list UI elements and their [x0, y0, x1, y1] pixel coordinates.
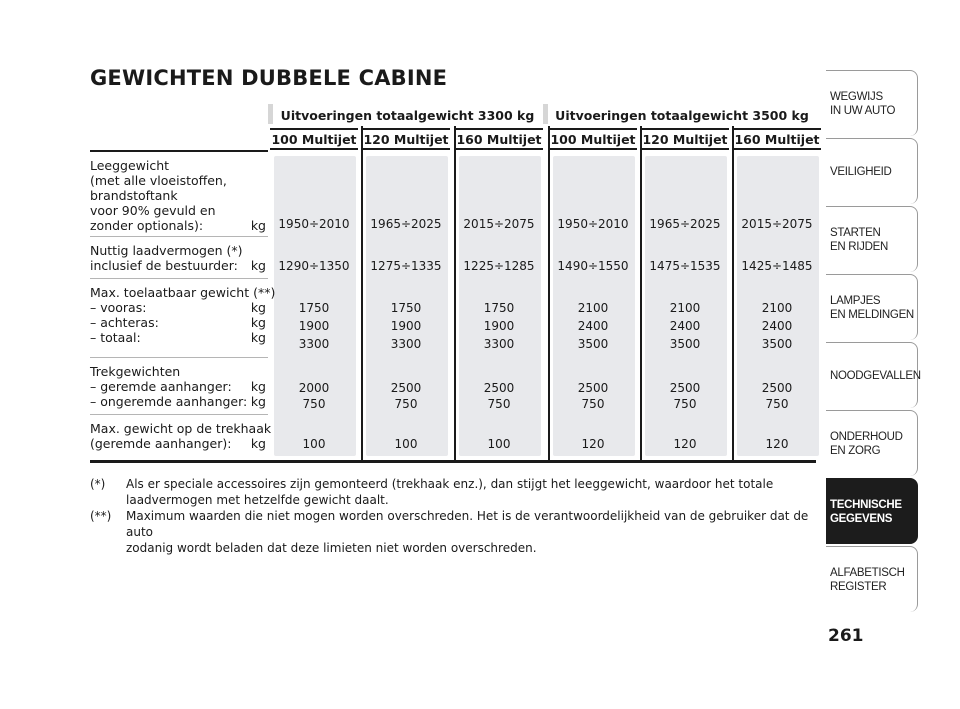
sidebar-tab-line: EN MELDINGEN: [830, 308, 914, 321]
unit-label: kg: [250, 379, 266, 394]
table-cell: 2400: [761, 319, 793, 333]
sidebar-tab-label: [830, 369, 921, 383]
row-label-text: zonder optionals):: [90, 218, 204, 233]
sidebar-tab-label: [830, 498, 902, 526]
table-cell: 750: [302, 397, 326, 411]
column-header: 120 Multijet: [362, 128, 450, 150]
row-label-line: [90, 285, 276, 300]
sidebar-tab[interactable]: [826, 546, 918, 612]
row-label-text: – geremde aanhanger:: [90, 379, 232, 394]
table-cell: 2500: [390, 381, 422, 395]
row-label-text: (geremde aanhanger):: [90, 436, 232, 451]
table-cell: 1750: [483, 301, 515, 315]
footnote: [90, 476, 820, 508]
sidebar-tab-label: [830, 226, 888, 254]
table-cell: 750: [487, 397, 511, 411]
sidebar-tab[interactable]: [826, 274, 918, 340]
group-divider-bar: [268, 104, 273, 124]
table-bottom-rule: [90, 460, 816, 463]
row-label-line: [90, 203, 266, 218]
unit-label: kg: [250, 218, 266, 233]
table-cell: 2100: [577, 301, 609, 315]
page-title: GEWICHTEN DUBBELE CABINE: [90, 66, 448, 90]
footnote: [90, 508, 820, 556]
table-cell: 1965÷2025: [649, 217, 721, 231]
table-cell: 2015÷2075: [463, 217, 535, 231]
column-header: 100 Multijet: [270, 128, 358, 150]
table-cell: 1750: [298, 301, 330, 315]
unit-label: kg: [250, 300, 266, 315]
group-divider-bar: [543, 104, 548, 124]
row-label-line: [90, 364, 266, 379]
sidebar-tab-label: [830, 430, 903, 458]
unit-label: kg: [250, 258, 266, 273]
row-label: [90, 364, 266, 409]
sidebar-tab-line: LAMPJES: [830, 294, 881, 307]
column-header: 120 Multijet: [641, 128, 729, 150]
sidebar-tab-line: STARTEN: [830, 226, 881, 239]
table-cell: 3500: [577, 337, 609, 351]
row-label-line: [90, 173, 266, 188]
row-label-text: – totaal:: [90, 330, 141, 345]
sidebar-tab-line: GEGEVENS: [830, 512, 893, 525]
table-cell: 1950÷2010: [557, 217, 629, 231]
table-cell: 1950÷2010: [278, 217, 350, 231]
sidebar-tab-label: [830, 566, 905, 594]
row-label-line: [90, 158, 266, 173]
row-label-line: [90, 330, 266, 345]
table-cell: 3500: [669, 337, 701, 351]
row-label-line: [90, 394, 266, 409]
row-label: [90, 158, 266, 233]
sidebar-tab-line: ONDERHOUD: [830, 430, 903, 443]
column-header: 100 Multijet: [549, 128, 637, 150]
row-label: [90, 243, 266, 273]
row-label-line: [90, 243, 266, 258]
unit-label: kg: [250, 436, 266, 451]
row-separator: [90, 414, 268, 415]
table-cell: 120: [673, 437, 697, 451]
table-cell: 1900: [390, 319, 422, 333]
table-cell: 3300: [390, 337, 422, 351]
row-label-line: [90, 300, 266, 315]
table-cell: 1275÷1335: [370, 259, 442, 273]
table-cell: 2500: [577, 381, 609, 395]
table-cell: 1900: [483, 319, 515, 333]
table-cell: 120: [765, 437, 789, 451]
sidebar-tab-line: EN ZORG: [830, 444, 881, 457]
table-cell: 750: [394, 397, 418, 411]
header-rule: [90, 150, 268, 152]
table-cell: 3300: [483, 337, 515, 351]
footnote-mark: (**): [90, 509, 112, 523]
row-label-line: [90, 421, 272, 436]
row-separator: [90, 236, 268, 237]
row-label-line: [90, 436, 266, 451]
table-cell: 1225÷1285: [463, 259, 535, 273]
table-cell: 2500: [483, 381, 515, 395]
row-label-text: inclusief de bestuurder:: [90, 258, 238, 273]
sidebar-tab[interactable]: [826, 342, 921, 408]
row-label-text: Trekgewichten: [90, 364, 181, 379]
sidebar-tab[interactable]: [826, 206, 918, 272]
sidebar-tab-label: [830, 294, 914, 322]
table-cell: 3500: [761, 337, 793, 351]
column-header: 160 Multijet: [733, 128, 821, 150]
row-label-text: voor 90% gevuld en: [90, 203, 216, 218]
unit-label: kg: [250, 394, 266, 409]
table-cell: 2500: [669, 381, 701, 395]
row-label-text: – vooras:: [90, 300, 147, 315]
table-cell: 750: [765, 397, 789, 411]
sidebar-tab-line: REGISTER: [830, 580, 887, 593]
table-cell: 750: [581, 397, 605, 411]
row-separator: [90, 357, 268, 358]
row-label-text: Max. gewicht op de trekhaak: [90, 421, 272, 436]
row-label-text: Max. toelaatbaar gewicht (**): [90, 285, 276, 300]
row-label-line: [90, 188, 266, 203]
footnote-line: laadvermogen met hetzelfde gewicht daalt.: [126, 493, 389, 507]
table-cell: 100: [394, 437, 418, 451]
row-label: [90, 285, 276, 345]
table-cell: 1290÷1350: [278, 259, 350, 273]
footnote-line: zodanig wordt beladen dat deze limieten niet worden overschreden.: [126, 541, 537, 555]
table-cell: 100: [487, 437, 511, 451]
table-cell: 1750: [390, 301, 422, 315]
row-label-text: – ongeremde aanhanger:: [90, 394, 248, 409]
footnote-text: [126, 508, 820, 556]
sidebar-tab[interactable]: [826, 478, 918, 544]
footnote-mark: (*): [90, 477, 106, 491]
sidebar-tab-line: WEGWIJS: [830, 90, 883, 103]
sidebar-tab-line: IN UW AUTO: [830, 104, 896, 117]
table-cell: 1425÷1485: [741, 259, 813, 273]
table-cell: 2015÷2075: [741, 217, 813, 231]
row-label-line: [90, 379, 266, 394]
row-label-text: – achteras:: [90, 315, 159, 330]
sidebar-tab-label: [830, 90, 895, 118]
table-cell: 3300: [298, 337, 330, 351]
table-cell: 2400: [669, 319, 701, 333]
unit-label: kg: [250, 315, 266, 330]
sidebar-tab-line: VEILIGHEID: [830, 165, 892, 178]
row-label-text: Leeggewicht: [90, 158, 170, 173]
row-label-line: [90, 258, 266, 273]
group-header: Uitvoeringen totaalgewicht 3300 kg: [280, 108, 535, 123]
table-cell: 2400: [577, 319, 609, 333]
row-label-text: (met alle vloeistoffen,: [90, 173, 227, 188]
table-cell: 2100: [669, 301, 701, 315]
table-cell: 1965÷2025: [370, 217, 442, 231]
sidebar-tab-line: EN RIJDEN: [830, 240, 889, 253]
table-cell: 100: [302, 437, 326, 451]
row-label-text: Nuttig laadvermogen (*): [90, 243, 243, 258]
footnote-text: [126, 476, 820, 508]
table-cell: 1900: [298, 319, 330, 333]
row-label: [90, 421, 272, 451]
page-number: 261: [828, 626, 864, 646]
sidebar-tab[interactable]: [826, 138, 918, 204]
row-label-line: [90, 315, 266, 330]
table-cell: 120: [581, 437, 605, 451]
column-header: 160 Multijet: [455, 128, 543, 150]
table-cell: 1490÷1550: [557, 259, 629, 273]
row-separator: [90, 278, 268, 279]
sidebar-tab[interactable]: [826, 70, 918, 136]
sidebar-tab-line: ALFABETISCH: [830, 566, 905, 579]
footnote-line: Maximum waarden die niet mogen worden overschreden. Het is de verantwoordelijkheid van de gebruiker dat de auto: [126, 509, 809, 539]
row-label-text: brandstoftank: [90, 188, 178, 203]
group-header: Uitvoeringen totaalgewicht 3500 kg: [555, 108, 809, 123]
sidebar-tab-line: NOODGEVALLEN: [830, 369, 921, 382]
unit-label: kg: [250, 330, 266, 345]
table-cell: 2500: [761, 381, 793, 395]
table-cell: 2100: [761, 301, 793, 315]
sidebar-tab[interactable]: [826, 410, 918, 476]
table-cell: 2000: [298, 381, 330, 395]
row-label-line: [90, 218, 266, 233]
footnote-line: Als er speciale accessoires zijn gemonteerd (trekhaak enz.), dan stijgt het leeggewicht, waardoor het totale: [126, 477, 774, 491]
table-cell: 1475÷1535: [649, 259, 721, 273]
table-cell: 750: [673, 397, 697, 411]
sidebar-tab-label: [830, 165, 892, 179]
sidebar-tab-line: TECHNISCHE: [830, 498, 902, 511]
